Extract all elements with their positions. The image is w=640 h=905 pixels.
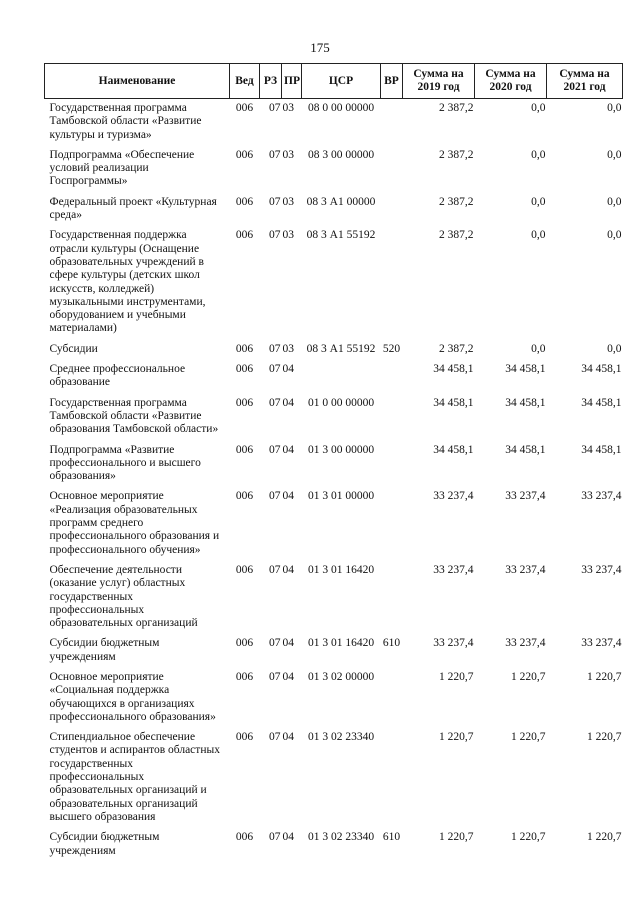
row-pr: 04 [282,731,294,744]
row-csr: 01 3 01 16420 [307,563,375,576]
row-sum-2021: 0,0 [607,102,622,114]
row-sum-2019: 1 220,7 [439,831,474,844]
row-vr [381,149,403,196]
row-ved: 006 [235,490,254,503]
row-sum-2020: 33 237,4 [505,637,546,650]
table-row [45,637,623,671]
row-csr: 08 3 00 00000 [307,148,375,161]
table-row [45,671,623,731]
row-vr [381,490,403,563]
row-pr: 03 [282,229,294,242]
row-sum-2019: 2 387,2 [439,229,474,242]
row-csr: 01 3 00 00000 [307,443,375,456]
header-sum-2019: Сумма на 2019 год [403,64,475,99]
row-sum-2021: 34 458,1 [581,443,622,456]
row-sum-2019: 33 237,4 [433,637,474,650]
row-name: Среднее профессиональное образование [49,363,186,389]
row-sum-2021: 1 220,7 [587,831,622,844]
row-ved: 006 [235,563,254,576]
row-csr: 08 3 А1 55192 [306,342,376,355]
row-sum-2021: 0,0 [607,148,622,161]
row-sum-2019: 34 458,1 [433,396,474,409]
row-sum-2020: 1 220,7 [511,670,546,683]
row-name: Подпрограмма «Обеспечение условий реализации Госпрограммы» [49,148,195,188]
row-sum-2021: 33 237,4 [581,490,622,503]
row-sum-2021: 0,0 [607,195,622,208]
row-sum-2020: 0,0 [531,102,546,114]
row-name: Государственная программа Тамбовской области «Развитие образования Тамбовской области» [49,396,219,436]
row-rz: 07 [269,490,281,503]
row-sum-2020: 34 458,1 [505,396,546,409]
table-row [45,397,623,444]
row-csr: 01 0 00 00000 [307,396,375,409]
row-vr: 610 [382,831,401,844]
row-sum-2020: 34 458,1 [505,363,546,376]
row-pr: 04 [282,670,294,683]
row-sum-2021: 1 220,7 [587,670,622,683]
page-number: 175 [310,40,330,55]
row-rz: 07 [269,148,281,161]
row-pr: 04 [282,443,294,456]
row-vr [381,196,403,230]
row-name: Государственная программа Тамбовской области «Развитие культуры и туризма» [49,102,202,141]
budget-table [44,63,623,865]
row-vr [381,444,403,491]
header-name: Наименование [45,64,230,99]
row-ved: 006 [235,342,254,355]
header-sum-2020: Сумма на 2020 год [475,64,547,99]
header-sum-2021: Сумма на 2021 год [547,64,623,99]
table-row [45,564,623,637]
row-sum-2020: 34 458,1 [505,443,546,456]
table-row [45,149,623,196]
row-vr: 520 [382,342,401,355]
row-csr: 01 3 01 16420 [307,637,375,650]
row-sum-2021: 34 458,1 [581,396,622,409]
row-csr: 01 3 02 23340 [307,831,375,844]
table-row [45,363,623,397]
row-rz: 07 [269,195,281,208]
row-sum-2019: 1 220,7 [439,670,474,683]
row-sum-2021: 33 237,4 [581,563,622,576]
table-row [45,99,623,149]
header-pr: ПР [282,64,302,99]
row-sum-2021: 34 458,1 [581,363,622,376]
row-rz: 07 [269,731,281,744]
table-row [45,196,623,230]
row-ved: 006 [235,363,254,376]
row-rz: 07 [269,670,281,683]
row-vr: 610 [382,637,401,650]
header-rz: РЗ [260,64,282,99]
row-ved: 006 [235,396,254,409]
row-ved: 006 [235,637,254,650]
row-sum-2020: 33 237,4 [505,490,546,503]
row-rz: 07 [269,396,281,409]
row-sum-2019: 2 387,2 [439,342,474,355]
row-sum-2019: 34 458,1 [433,443,474,456]
row-rz: 07 [269,102,281,114]
row-pr: 04 [282,831,294,844]
row-name: Основное мероприятие «Социальная поддержка обучающихся в организациях профессионального образования» [49,670,216,723]
row-vr [381,564,403,637]
row-vr [381,397,403,444]
row-sum-2019: 2 387,2 [439,102,474,114]
row-ved: 006 [235,670,254,683]
table-row [45,490,623,563]
row-rz: 07 [269,229,281,242]
row-pr: 04 [282,490,294,503]
row-sum-2019: 2 387,2 [439,195,474,208]
row-ved: 006 [235,731,254,744]
row-sum-2020: 0,0 [531,148,546,161]
row-name: Основное мероприятие «Реализация образовательных программ среднего профессионального образования и профессионального обучения» [49,490,220,556]
row-vr [381,99,403,149]
row-name: Обеспечение деятельности (оказание услуг) областных государственных профессиональных образовательных организаций [49,563,198,630]
header-vr: ВР [381,64,403,99]
row-ved: 006 [235,229,254,242]
row-rz: 07 [269,342,281,355]
row-ved: 006 [235,195,254,208]
row-rz: 07 [269,637,281,650]
row-vr [381,671,403,731]
row-sum-2020: 1 220,7 [511,731,546,744]
row-ved: 006 [235,443,254,456]
row-sum-2020: 0,0 [531,195,546,208]
row-sum-2020: 33 237,4 [505,563,546,576]
table-row [45,229,623,342]
row-csr: 01 3 02 00000 [307,670,375,683]
row-name: Субсидии [49,342,98,355]
row-sum-2020: 0,0 [531,229,546,242]
row-sum-2021: 0,0 [607,229,622,242]
table-header-row [45,64,623,99]
row-csr: 08 3 А1 00000 [306,195,376,208]
table-row [45,731,623,831]
row-name: Стипендиальное обеспечение студентов и аспирантов областных государственных профессиональных образовательных организаций и образовательных организаций высшего образования [49,731,220,823]
row-ved: 006 [235,102,254,114]
row-sum-2019: 33 237,4 [433,563,474,576]
row-csr: 08 0 00 00000 [307,102,375,114]
row-sum-2021: 1 220,7 [587,731,622,744]
row-pr: 03 [282,195,294,208]
row-vr [381,229,403,342]
row-pr: 04 [282,396,294,409]
row-sum-2021: 33 237,4 [581,637,622,650]
table-row [45,444,623,491]
row-name: Субсидии бюджетным учреждениям [49,831,160,857]
row-csr: 01 3 01 00000 [307,490,375,503]
row-csr [302,363,381,397]
row-csr: 01 3 02 23340 [307,731,375,744]
row-sum-2019: 33 237,4 [433,490,474,503]
row-vr [381,363,403,397]
row-sum-2019: 34 458,1 [433,363,474,376]
row-pr: 04 [282,637,294,650]
row-sum-2021: 0,0 [607,342,622,355]
header-ved: Вед [230,64,260,99]
row-ved: 006 [235,148,254,161]
row-pr: 04 [282,363,294,376]
row-rz: 07 [269,831,281,844]
row-sum-2019: 1 220,7 [439,731,474,744]
row-pr: 04 [282,563,294,576]
row-rz: 07 [269,363,281,376]
row-vr [381,731,403,831]
row-name: Субсидии бюджетным учреждениям [49,637,160,663]
row-name: Государственная поддержка отрасли культуры (Оснащение образовательных учреждений в сфере культуры (детских школ искусств, колледжей) музыкальными инструментами, оборудованием и учебными материалами) [49,229,206,335]
row-pr: 03 [282,342,294,355]
row-rz: 07 [269,443,281,456]
row-sum-2020: 0,0 [531,342,546,355]
table-row [45,343,623,363]
row-pr: 03 [282,102,294,114]
row-sum-2019: 2 387,2 [439,148,474,161]
row-csr: 08 3 А1 55192 [306,229,376,242]
row-name: Федеральный проект «Культурная среда» [49,195,217,222]
row-pr: 03 [282,148,294,161]
header-csr: ЦСР [302,64,381,99]
row-ved: 006 [235,831,254,844]
row-rz: 07 [269,563,281,576]
table-row [45,831,623,865]
row-name: Подпрограмма «Развитие профессионального и высшего образования» [49,443,201,483]
row-sum-2020: 1 220,7 [511,831,546,844]
